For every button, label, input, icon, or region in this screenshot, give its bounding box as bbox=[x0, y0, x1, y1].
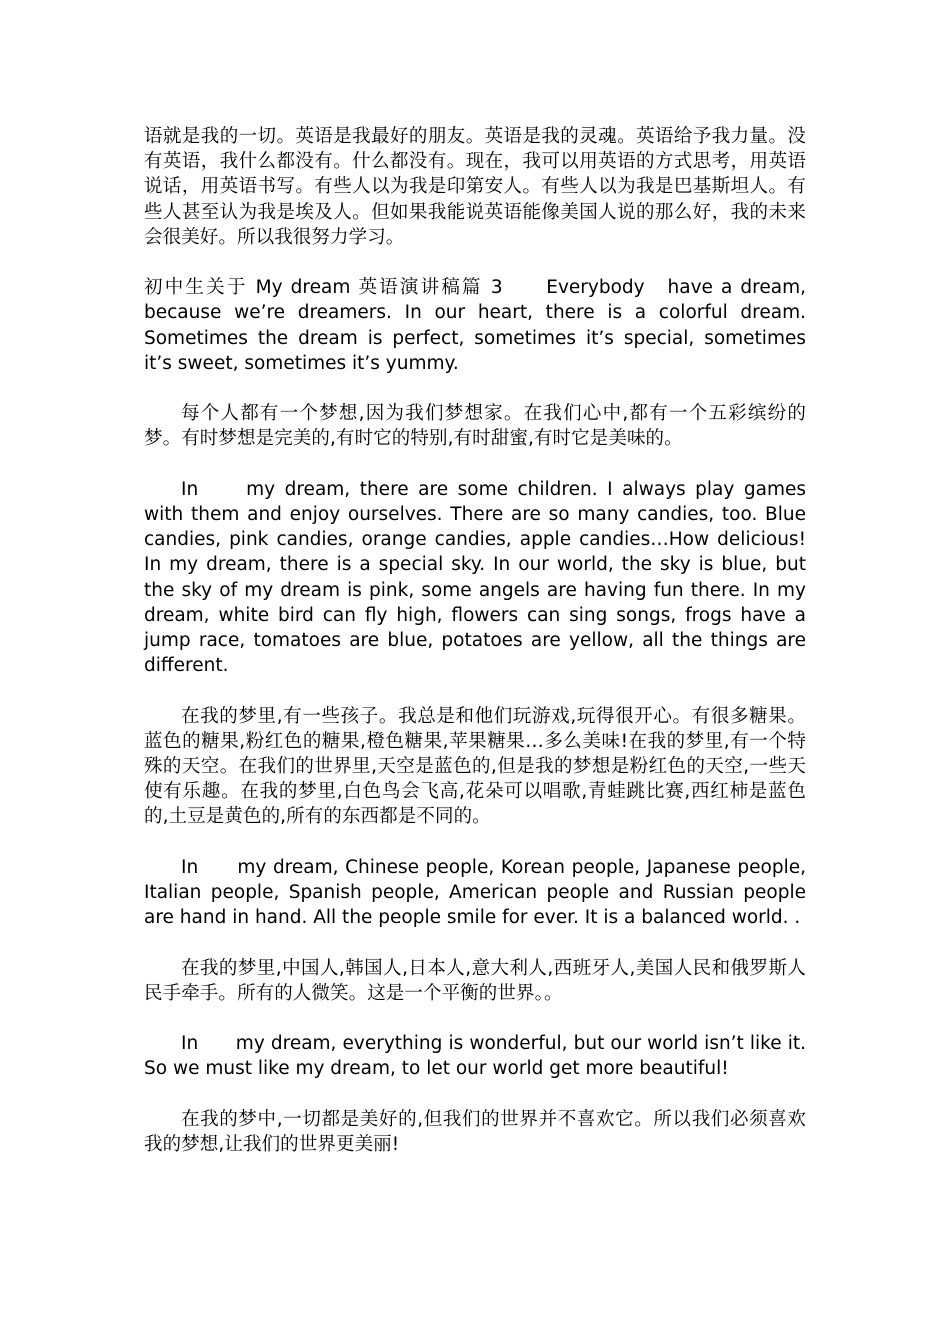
paragraph-dream-translation-4: 在我的梦中,一切都是美好的,但我们的世界并不喜欢它。所以我们必须喜欢我的梦想,让我们的世界更美丽! bbox=[144, 1108, 806, 1155]
paragraph-dream-translation-2: 在我的梦里,有一些孩子。我总是和他们玩游戏,玩得很开心。有很多糖果。蓝色的糖果,粉红色的糖果,橙色糖果,苹果糖果…多么美味!在我的梦里,有一个特殊的天空。在我们的世界里,天空是蓝色的,但是我的梦想是粉红色的天空,一些天使有乐趣。在我的梦里,白色鸟会飞高,花朵可以唱歌,青蛙跳比赛,西红柿是蓝色的,土豆是黄色的,所有的东西都是不同的。 bbox=[144, 705, 806, 828]
paragraph-dream-people: In my dream, Chinese people, Korean people, Japanese people, Italian people, Spanish people, American people and Russian people are hand in hand. All the people smile for ever. It is a balanced world. . bbox=[144, 856, 806, 929]
document-page bbox=[144, 124, 806, 1182]
paragraph-dream-wonderful: In my dream, everything is wonderful, but our world isn’t like it. So we must like my dream, to let our world get more beautiful! bbox=[144, 1033, 806, 1080]
paragraph-dream-translation-1: 每个人都有一个梦想,因为我们梦想家。在我们心中,都有一个五彩缤纷的梦。有时梦想是完美的,有时它的特别,有时甜蜜,有时它是美味的。 bbox=[144, 403, 806, 450]
paragraph-dream-children: In my dream, there are some children. I always play games with them and enjoy ourselves. There are so many candies, too. Blue candies, pink candies, orange candies, apple candies…How delicious! In my dream, there is a special sky. In our world, the sky is blue, but the sky of my dream is pink, some angels are having fun there. In my dream, white bird can fly high, flowers can sing songs, frogs have a jump race, tomatoes are blue, potatoes are yellow, all the things are different. bbox=[144, 478, 806, 677]
paragraph-dream-translation-3: 在我的梦里,中国人,韩国人,日本人,意大利人,西班牙人,美国人民和俄罗斯人民手牵手。所有的人微笑。这是一个平衡的世界。。 bbox=[144, 957, 806, 1004]
paragraph-speech-heading-intro: 初中生关于 My dream 英语演讲稿篇 3 Everybody have a dream, because we’re dreamers. In our heart, there is a colorful dream. Sometimes the dream is perfect, sometimes it’s special, sometimes it’s sweet, sometimes it’s yummy. bbox=[144, 277, 806, 374]
paragraph-english-importance: 语就是我的一切。英语是我最好的朋友。英语是我的灵魂。英语给予我力量。没有英语，我什么都没有。什么都没有。现在，我可以用英语的方式思考，用英语说话，用英语书写。有些人以为我是印第安人。有些人以为我是巴基斯坦人。有些人甚至认为我是埃及人。但如果我能说英语能像美国人说的那么好，我的未来会很美好。所以我很努力学习。 bbox=[144, 126, 806, 248]
